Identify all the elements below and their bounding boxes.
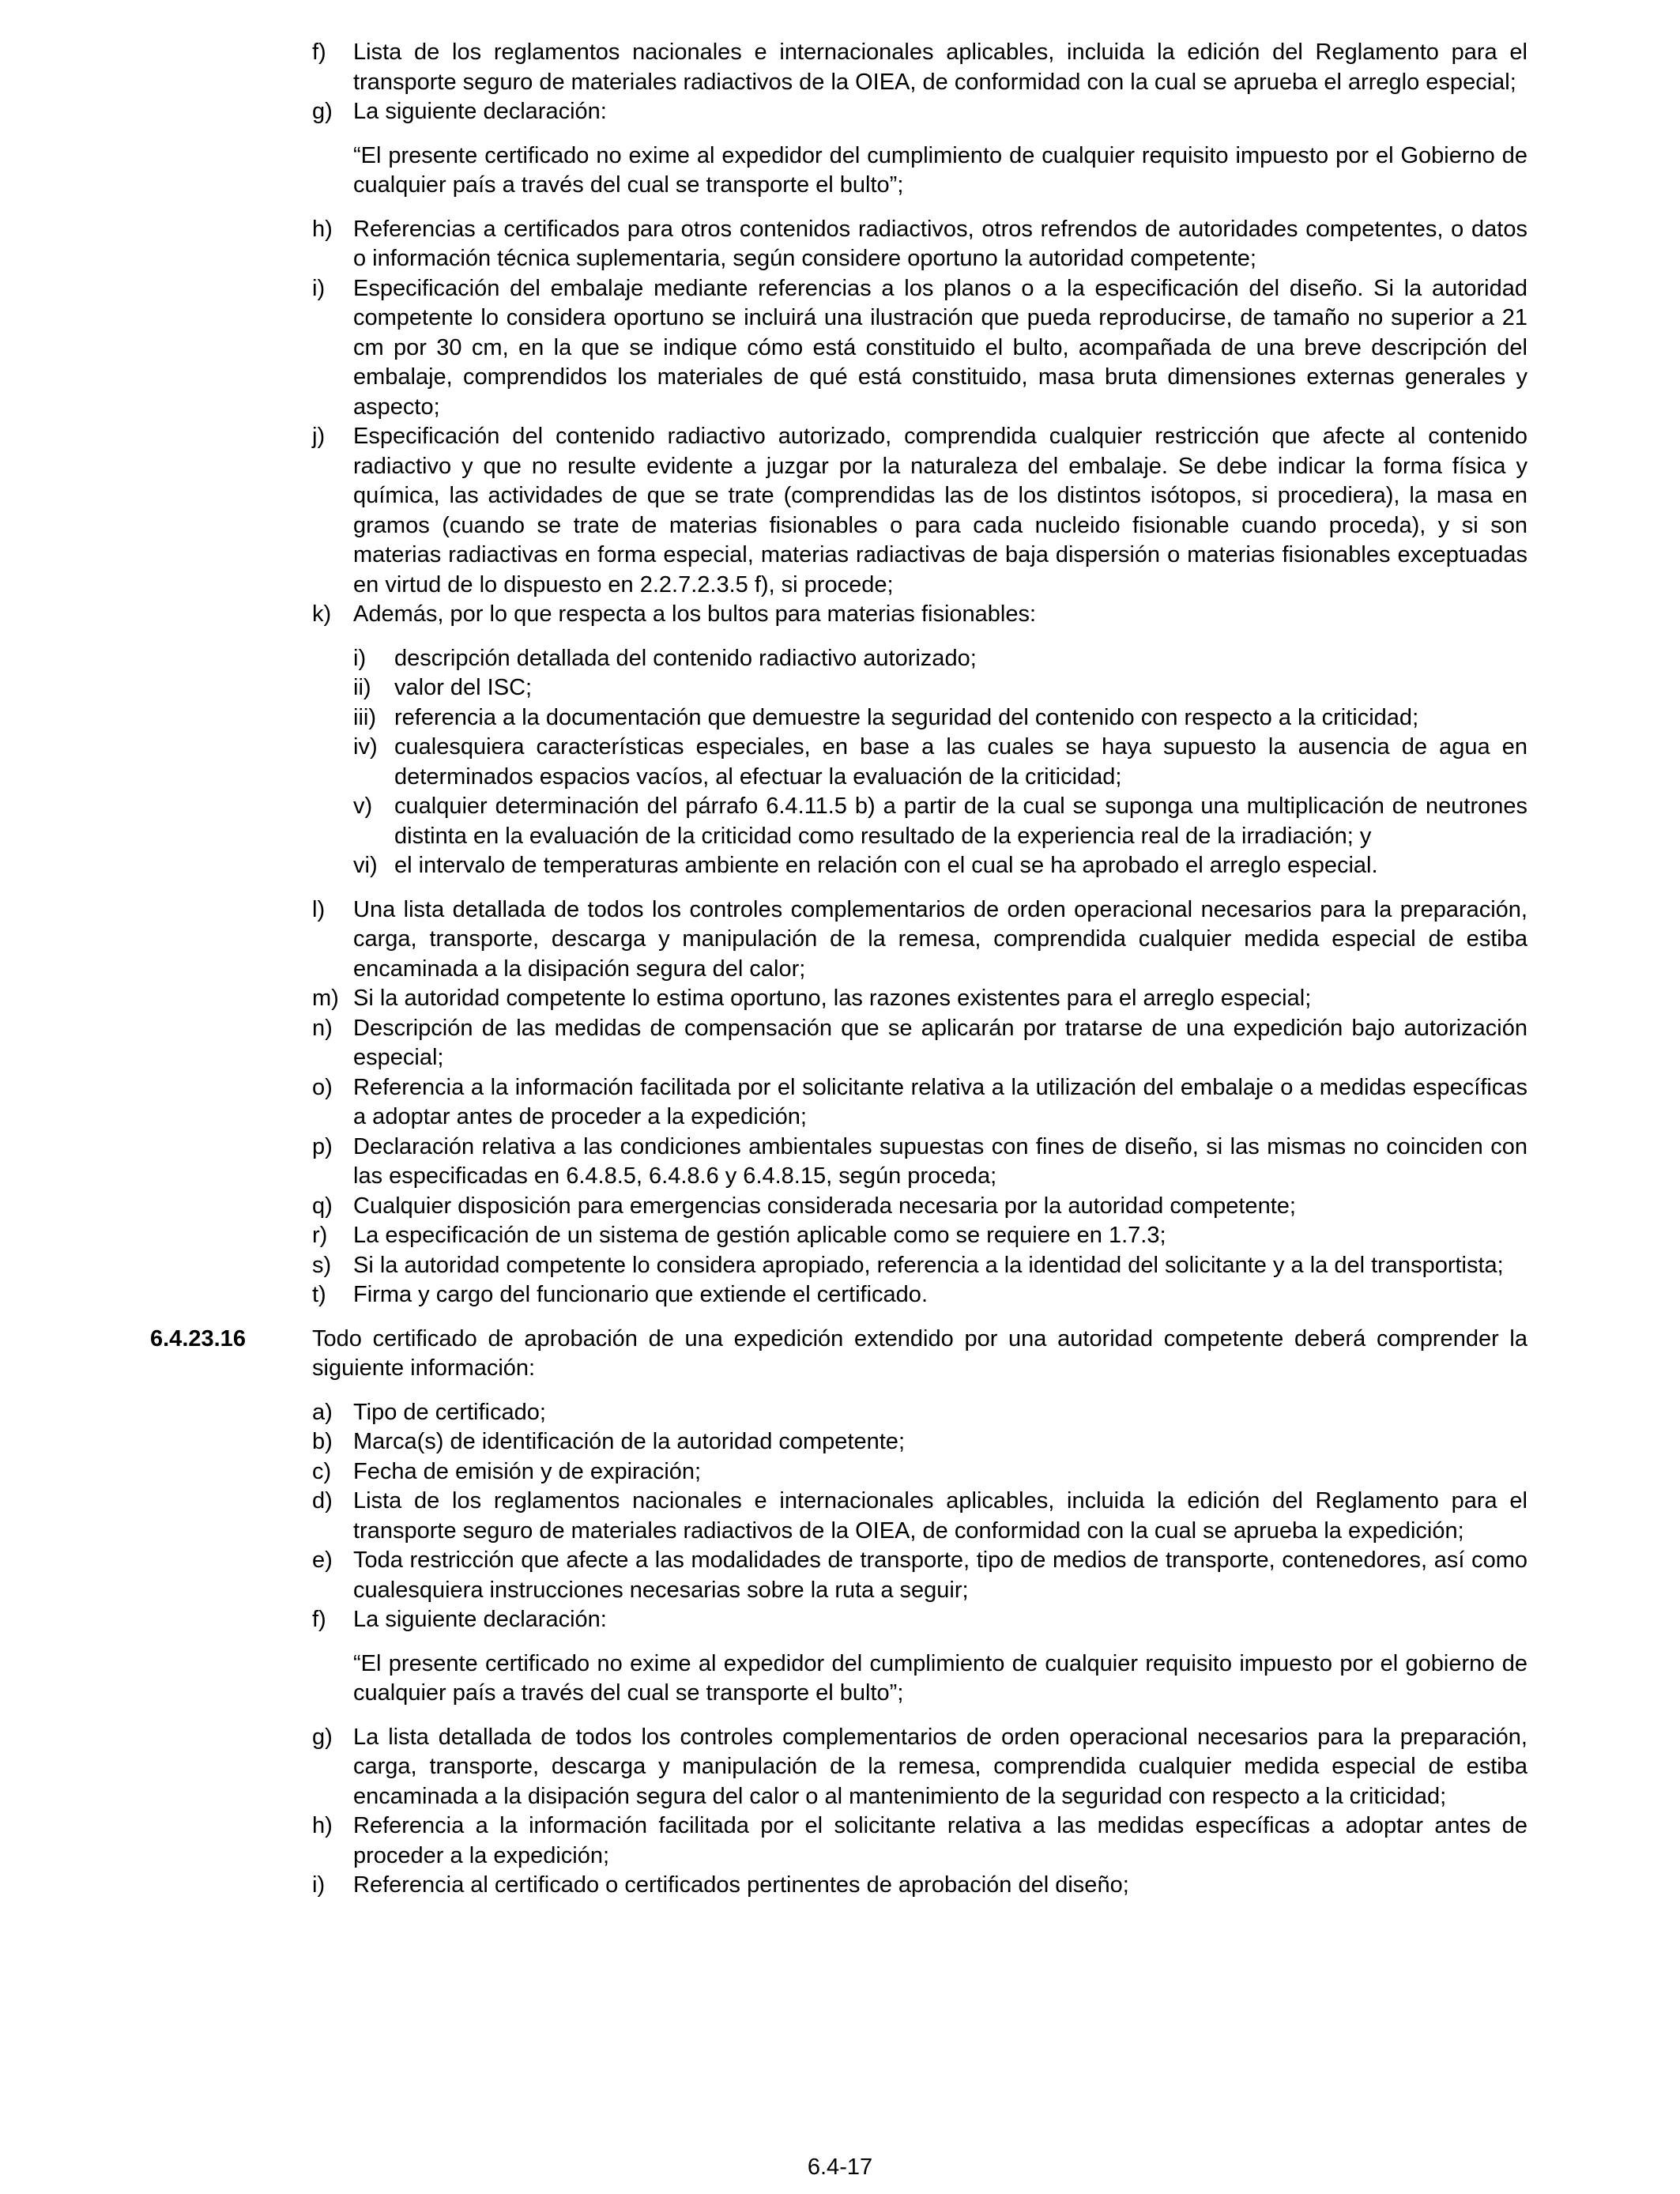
list-item — [312, 1398, 1527, 1428]
list-item-label: f) — [312, 40, 326, 65]
list-item-label: iii) — [353, 704, 376, 730]
list-item-label: b) — [312, 1429, 333, 1454]
section-6-4-23-16 — [150, 1325, 1527, 1384]
list-item-label: f) — [312, 1607, 326, 1632]
list-item-text: Referencia al certificado o certificados pertinentes de aprobación del diseño; — [353, 1872, 1129, 1898]
list-item-text: descripción detallada del contenido radiactivo autorizado; — [394, 645, 977, 671]
list-item — [312, 97, 1527, 127]
list-items-l-t — [312, 895, 1527, 1310]
list-item — [312, 422, 1527, 600]
list-item-text: Especificación del contenido radiactivo autorizado, comprendida cualquier restricción que afecte al contenido radiactivo y que no resulte evidente a juzgar por la naturaleza del embalaje. Se debe indicar la forma física y química, las actividades de que se trate (comprendidas las de los distintos isótopos, si procediera), la masa en gramos (cuando se trate de materias fisionables o para cada nucleido fisionable cuando proceda), y si son materias radiactivas en forma especial, materias radiactivas de baja dispersión o materias fisionables exceptuadas en virtud de lo dispuesto en 2.2.7.2.3.5 f), si procede; — [353, 424, 1527, 598]
list-item — [312, 1251, 1527, 1281]
list-item-text: Lista de los reglamentos nacionales e internacionales aplicables, incluida la edición del Reglamento para el transporte seguro de materiales radiactivos de la OIEA, de conformidad con la cual se aprueba el arreglo especial; — [353, 40, 1527, 95]
list-item — [312, 1487, 1527, 1546]
list-item-text: La siguiente declaración: — [353, 99, 607, 124]
list-item-label: v) — [353, 794, 373, 819]
list-item-text: La especificación de un sistema de gestión aplicable como se requiere en 1.7.3; — [353, 1223, 1166, 1248]
list-item-label: n) — [312, 1015, 333, 1041]
list-item-text: Una lista detallada de todos los controles complementarios de orden operacional necesarios para la preparación, carga, transporte, descarga y manipulación de la remesa, comprendida cualquier medida especial de estiba encaminada a la disipación segura del calor; — [353, 896, 1527, 982]
list-item — [312, 1427, 1527, 1457]
list-item — [312, 1014, 1527, 1073]
list-item-label: c) — [312, 1458, 332, 1484]
list-item — [312, 1221, 1527, 1251]
list-item-label: l) — [312, 896, 326, 922]
list-item-text: cualesquiera características especiales, en base a las cuales se haya supuesto la ausencia de agua en determinados espacios vacíos, al efectuar la evaluación de la criticidad; — [394, 734, 1527, 790]
list-item — [353, 644, 1527, 674]
list-item-text: La lista detallada de todos los controles complementarios de orden operacional necesarios para la preparación, carga, transporte, descarga y manipulación de la remesa, comprendida cualquier medida especial de estiba encaminada a la disipación segura del calor o al mantenimiento de la seguridad con respecto a la criticidad; — [353, 1724, 1527, 1809]
page-number: 6.4-17 — [807, 2154, 873, 2180]
list-item-text: Cualquier disposición para emergencias considerada necesaria por la autoridad competente; — [353, 1193, 1296, 1219]
list-items-h-k — [312, 215, 1527, 630]
list-item-label: d) — [312, 1488, 333, 1514]
list-item-label: h) — [312, 1813, 333, 1838]
list-item-label: o) — [312, 1074, 333, 1100]
list-item-label: t) — [312, 1282, 326, 1307]
list-item-label: e) — [312, 1547, 333, 1573]
list-item-label: i) — [312, 1872, 326, 1898]
list-item-text: Especificación del embalaje mediante referencias a los planos o a la especificación del diseño. Si la autoridad competente lo considera oportuno se incluirá una ilustración que pueda reproducirse, de tamaño no superior a 21 cm por 30 cm, en la que se indique cómo está constituido el bulto, acompañada de una breve descripción del embalaje, comprendidos los materiales de qué está constituido, masa bruta dimensiones externas generales y aspecto; — [353, 275, 1527, 420]
list-item — [312, 1723, 1527, 1812]
list-item — [312, 1605, 1527, 1635]
list-item-text: referencia a la documentación que demuestre la seguridad del contenido con respecto a la criticidad; — [394, 704, 1419, 730]
list-item-label: p) — [312, 1133, 333, 1159]
list-item — [312, 1192, 1527, 1222]
list-item-text: Firma y cargo del funcionario que extiende el certificado. — [353, 1282, 928, 1307]
list-item-text: La siguiente declaración: — [353, 1607, 607, 1632]
list-item — [353, 703, 1527, 733]
list-item-text: Si la autoridad competente lo considera apropiado, referencia a la identidad del solicitante y a la del transportista; — [353, 1252, 1504, 1278]
list-item-label: r) — [312, 1223, 328, 1248]
list-item — [312, 1811, 1527, 1871]
list-item-label: ii) — [353, 675, 371, 700]
list-item-text: Referencia a la información facilitada por el solicitante relativa a la utilización del embalaje o a medidas específicas a adoptar antes de proceder a la expedición; — [353, 1074, 1527, 1129]
list-item-label: q) — [312, 1193, 333, 1219]
list-item-label: vi) — [353, 853, 378, 878]
page-content — [150, 38, 1527, 1901]
list-item — [353, 851, 1527, 881]
list-item-label: h) — [312, 216, 333, 242]
list-item — [353, 733, 1527, 792]
list-item-text: Lista de los reglamentos nacionales e internacionales aplicables, incluida la edición del Reglamento para el transporte seguro de materiales radiactivos de la OIEA, de conformidad con la cual se aprueba la expedición; — [353, 1488, 1527, 1544]
list-item-label: iv) — [353, 734, 378, 760]
list-item-text: valor del ISC; — [394, 675, 533, 700]
list-item-label: m) — [312, 986, 339, 1011]
list-item-label: k) — [312, 601, 332, 627]
declaration-quote-2: “El presente certificado no exime al expedidor del cumplimiento de cualquier requisito impuesto por el gobierno de cualquier país a través del cual se transporte el bulto”; — [353, 1650, 1527, 1706]
list-item — [312, 1280, 1527, 1310]
fissile-sublist — [353, 644, 1527, 881]
list-item — [312, 1871, 1527, 1901]
list-item — [312, 1546, 1527, 1605]
section-intro: Todo certificado de aprobación de una expedición extendido por una autoridad competente deberá comprender la siguiente información: — [312, 1325, 1527, 1381]
section-number: 6.4.23.16 — [150, 1325, 246, 1351]
list-items-a-f — [312, 1398, 1527, 1635]
list-item — [312, 38, 1527, 97]
list-item — [312, 1073, 1527, 1133]
list-item-text: el intervalo de temperaturas ambiente en relación con el cual se ha aprobado el arreglo especial. — [394, 853, 1378, 878]
list-item-text: Descripción de las medidas de compensación que se aplicarán por tratarse de una expedición bajo autorización especial; — [353, 1015, 1527, 1070]
list-item-label: i) — [312, 275, 326, 301]
list-item-label: i) — [353, 645, 367, 671]
list-items-f-g — [312, 38, 1527, 127]
list-item — [312, 895, 1527, 985]
list-item-text: Declaración relativa a las condiciones ambientales supuestas con fines de diseño, si las mismas no coinciden con las especificadas en 6.4.8.5, 6.4.8.6 y 6.4.8.15, según proceda; — [353, 1133, 1527, 1189]
list-item-label: g) — [312, 99, 333, 124]
list-item-text: Si la autoridad competente lo estima oportuno, las razones existentes para el arreglo especial; — [353, 986, 1312, 1011]
list-item-text: Marca(s) de identificación de la autoridad competente; — [353, 1429, 905, 1454]
list-item-label: g) — [312, 1724, 333, 1750]
list-item — [312, 1133, 1527, 1192]
list-item — [312, 274, 1527, 423]
list-item-label: s) — [312, 1252, 332, 1278]
list-item — [312, 600, 1527, 630]
list-item-text: Además, por lo que respecta a los bultos para materias fisionables: — [353, 601, 1037, 627]
list-item-text: cualquier determinación del párrafo 6.4.11.5 b) a partir de la cual se suponga una multiplicación de neutrones distinta en la evaluación de la criticidad como resultado de la experiencia real de la irradiación; y — [394, 794, 1527, 849]
list-item — [312, 1457, 1527, 1487]
declaration-quote: “El presente certificado no exime al expedidor del cumplimiento de cualquier requisito impuesto por el Gobierno de cualquier país a través del cual se transporte el bulto”; — [353, 142, 1527, 198]
list-item — [353, 673, 1527, 703]
list-item-text: Tipo de certificado; — [353, 1399, 546, 1425]
list-item-text: Referencia a la información facilitada por el solicitante relativa a las medidas específicas a adoptar antes de proceder a la expedición; — [353, 1813, 1527, 1868]
list-item-label: j) — [312, 424, 326, 449]
list-item — [312, 984, 1527, 1014]
list-item-label: a) — [312, 1399, 333, 1425]
list-item-text: Referencias a certificados para otros contenidos radiactivos, otros refrendos de autoridades competentes, o datos o información técnica suplementaria, según considere oportuno la autoridad competente; — [353, 216, 1527, 271]
list-item-text: Toda restricción que afecte a las modalidades de transporte, tipo de medios de transporte, contenedores, así como cualesquiera instrucciones necesarias sobre la ruta a seguir; — [353, 1547, 1527, 1603]
list-item — [353, 792, 1527, 851]
list-item — [312, 215, 1527, 274]
list-items-g-i — [312, 1723, 1527, 1901]
list-item-text: Fecha de emisión y de expiración; — [353, 1458, 702, 1484]
